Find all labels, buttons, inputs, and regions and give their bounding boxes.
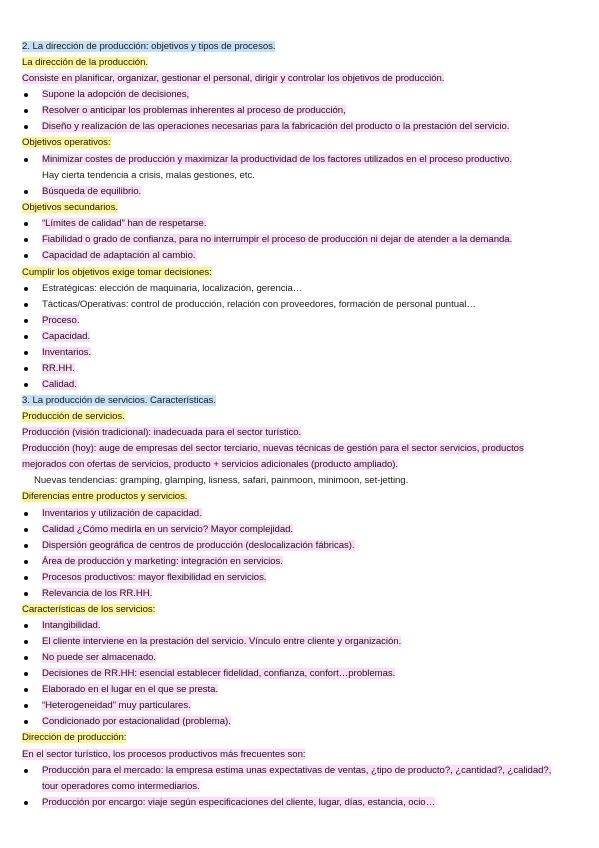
subheading (22, 201, 118, 215)
bullet-item (42, 233, 512, 247)
subheading (22, 490, 187, 504)
bullet-dot-icon (24, 688, 28, 692)
bullet-item (42, 635, 401, 649)
bullet-item (42, 571, 266, 585)
line-text: Condicionado por estacionalidad (problema). (42, 716, 231, 727)
line-text: En el sector turístico, los procesos productivos más frecuentes son: (22, 749, 306, 760)
line-text: Producción por encargo: viaje según especificaciones del cliente, lugar, días, estancia, ocio… (42, 797, 436, 808)
section-heading (22, 394, 216, 408)
bullet-dot-icon (24, 158, 28, 162)
line-text: La dirección de la producción. (22, 57, 148, 68)
paragraph-line (22, 748, 305, 762)
bullet-dot-icon (24, 287, 28, 291)
bullet-dot-icon (24, 560, 28, 564)
bullet-dot-icon (24, 190, 28, 194)
bullet-item (42, 104, 346, 118)
line-text: RR.HH. (42, 363, 75, 374)
line-text: Capacidad. (42, 331, 91, 342)
line-text: El cliente interviene en la prestación del servicio. Vínculo entre cliente y organización. (42, 636, 402, 647)
bullet-dot-icon (24, 656, 28, 660)
line-text: Producción (hoy): auge de empresas del sector terciario, nuevas técnicas de gestión para el sector servicios, productos (22, 443, 524, 454)
paragraph-line (42, 169, 255, 183)
bullet-dot-icon (24, 640, 28, 644)
line-text: Capacidad de adaptación al cambio. (42, 250, 196, 261)
bullet-item (42, 715, 231, 729)
line-text: Minimizar costes de producción y maximizar la productividad de los factores utilizados en el proceso productivo. (42, 154, 513, 165)
line-text: Producción para el mercado: la empresa estima unas expectativas de ventas, ¿tipo de producto?, ¿cantidad?, ¿calidad?, (42, 765, 552, 776)
line-text: Dispersión geográfica de centros de producción (deslocalización fábricas). (42, 540, 355, 551)
line-text: Área de producción y marketing: integración en servicios. (42, 556, 283, 567)
line-text: Relevancia de los RR.HH. (42, 588, 153, 599)
subheading (22, 731, 126, 745)
bullet-dot-icon (24, 367, 28, 371)
section-heading (22, 40, 275, 54)
line-text: Diseño y realización de las operaciones necesarias para la fabricación del producto o la prestación del servicio. (42, 121, 510, 132)
line-text: Supone la adopción de decisiones, (42, 89, 190, 100)
bullet-item (42, 555, 283, 569)
paragraph-line (22, 426, 301, 440)
line-text: Diferencias entre productos y servicios. (22, 491, 188, 502)
line-text: Calidad. (42, 379, 77, 390)
paragraph-line (22, 458, 398, 472)
bullet-dot-icon (24, 672, 28, 676)
bullet-dot-icon (24, 351, 28, 355)
line-text: Inventarios y utilización de capacidad. (42, 508, 202, 519)
bullet-item (42, 314, 79, 328)
bullet-dot-icon (24, 720, 28, 724)
bullet-item (42, 683, 218, 697)
bullet-dot-icon (24, 93, 28, 97)
paragraph-line (22, 72, 444, 86)
bullet-item (42, 282, 302, 296)
bullet-item (42, 667, 395, 681)
bullet-item (42, 651, 156, 665)
bullet-item (42, 539, 355, 553)
bullet-item (42, 120, 509, 134)
bullet-dot-icon (24, 704, 28, 708)
line-text: Dirección de producción: (22, 732, 127, 743)
bullet-dot-icon (24, 528, 28, 532)
line-text: 2. La dirección de producción: objetivos y tipos de procesos. (22, 41, 276, 52)
subheading (22, 266, 212, 280)
line-text: Objetivos operativos: (22, 137, 111, 148)
bullet-dot-icon (24, 624, 28, 628)
line-text: Producción de servicios. (22, 411, 125, 422)
bullet-item (42, 153, 512, 167)
paragraph-line (42, 780, 200, 794)
subheading (22, 56, 148, 70)
bullet-item (42, 362, 75, 376)
bullet-dot-icon (24, 222, 28, 226)
line-text: Consiste en planificar, organizar, gestionar el personal, dirigir y controlar los objetivos de producción. (22, 73, 445, 84)
bullet-item (42, 249, 196, 263)
bullet-item (42, 507, 202, 521)
bullet-dot-icon (24, 769, 28, 773)
bullet-item (42, 796, 435, 810)
paragraph-line (22, 442, 524, 456)
bullet-dot-icon (24, 254, 28, 258)
bullet-item (42, 330, 90, 344)
bullet-dot-icon (24, 109, 28, 113)
line-text: 3. La producción de servicios. Características. (22, 395, 216, 406)
bullet-item (42, 217, 206, 231)
subheading (22, 603, 155, 617)
line-text: Búsqueda de equilibrio. (42, 186, 142, 197)
bullet-dot-icon (24, 238, 28, 242)
bullet-dot-icon (24, 303, 28, 307)
line-text: Objetivos secundarios. (22, 202, 118, 213)
line-text: Intangibilidad. (42, 620, 101, 631)
line-text: Decisiones de RR.HH: esencial establecer fidelidad, confianza, confort…problemas. (42, 668, 396, 679)
line-text: “Heterogeneidad” muy particulares. (42, 700, 191, 711)
bullet-item (42, 378, 77, 392)
bullet-dot-icon (24, 125, 28, 129)
line-text: mejorados con ofertas de servicios, producto + servicios adicionales (producto ampliado). (22, 459, 399, 470)
line-text: Proceso. (42, 315, 80, 326)
bullet-dot-icon (24, 544, 28, 548)
bullet-item (42, 298, 476, 312)
bullet-item (42, 523, 293, 537)
bullet-dot-icon (24, 592, 28, 596)
line-text: Nuevas tendencias: gramping, glamping, lisness, safari, painmoon, minimoon, set-jetting. (34, 475, 409, 486)
bullet-dot-icon (24, 383, 28, 387)
line-text: Procesos productivos: mayor flexibilidad en servicios. (42, 572, 267, 583)
line-text: Cumplir los objetivos exige tomar decisiones: (22, 267, 212, 278)
line-text: Características de los servicios: (22, 604, 156, 615)
line-text: “Límites de calidad” han de respetarse. (42, 218, 207, 229)
bullet-item (42, 185, 141, 199)
bullet-item (42, 587, 152, 601)
bullet-item (42, 619, 100, 633)
line-text: Elaborado en el lugar en el que se presta. (42, 684, 219, 695)
line-text: Estratégicas: elección de maquinaria, localización, gerencia… (42, 283, 303, 294)
subheading (22, 410, 125, 424)
line-text: Fiabilidad o grado de confianza, para no interrumpir el proceso de producción ni dejar de atender a la demanda. (42, 234, 513, 245)
bullet-dot-icon (24, 512, 28, 516)
paragraph-line (34, 474, 408, 488)
bullet-dot-icon (24, 319, 28, 323)
bullet-item (42, 88, 189, 102)
line-text: Producción (visión tradicional): inadecuada para el sector turístico. (22, 427, 302, 438)
line-text: No puede ser almacenado. (42, 652, 157, 663)
bullet-dot-icon (24, 801, 28, 805)
subheading (22, 136, 111, 150)
bullet-dot-icon (24, 335, 28, 339)
line-text: Inventarios. (42, 347, 91, 358)
line-text: Resolver o anticipar los problemas inherentes al proceso de producción, (42, 105, 346, 116)
bullet-item (42, 699, 191, 713)
line-text: Hay cierta tendencia a crisis, malas gestiones, etc. (42, 170, 255, 181)
bullet-dot-icon (24, 576, 28, 580)
line-text: Calidad ¿Cómo medirla en un servicio? Mayor complejidad. (42, 524, 294, 535)
line-text: Tácticas/Operativas: control de producción, relación con proveedores, formación de personal puntual… (42, 299, 476, 310)
line-text: tour operadores como intermediarios. (42, 781, 200, 792)
bullet-item (42, 764, 551, 778)
bullet-item (42, 346, 91, 360)
